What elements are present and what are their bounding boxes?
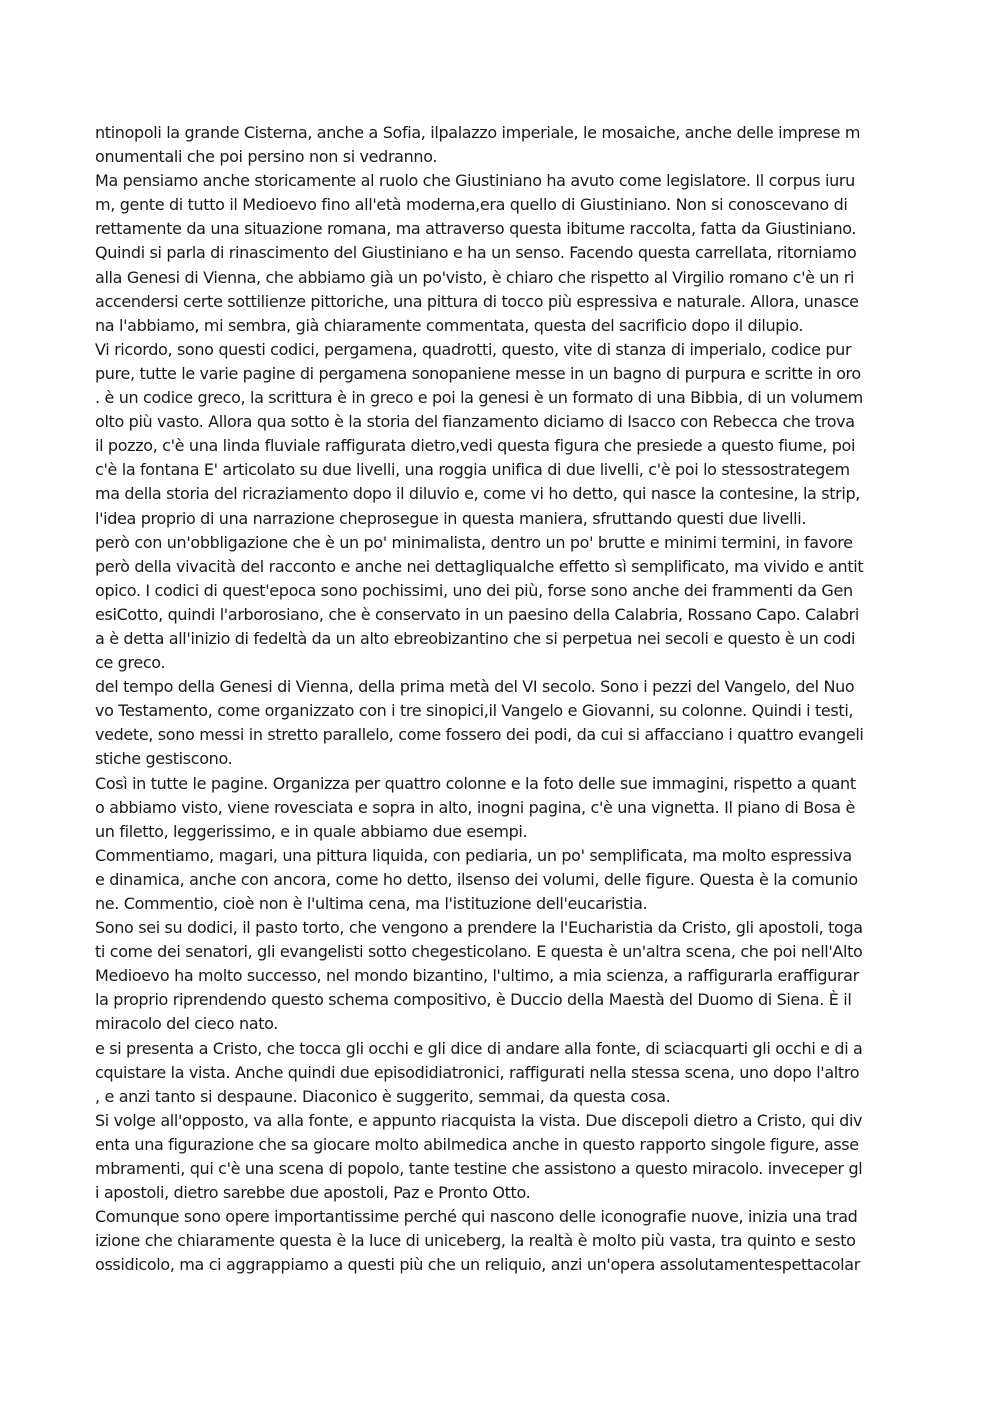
text-line: Vi ricordo, sono questi codici, pergamena, quadrotti, questo, vite di stanza di imperialo, codice pur xyxy=(95,339,852,359)
text-line: izione che chiaramente questa è la luce di uniceberg, la realtà è molto più vasta, tra quinto e sesto xyxy=(95,1231,856,1251)
text-line: pure, tutte le varie pagine di pergamena sonopaniene messe in un bagno di purpura e scritte in oro xyxy=(95,363,861,383)
text-line: , e anzi tanto si despaune. Diaconico è suggerito, semmai, da questa cosa. xyxy=(95,1086,671,1106)
body-text xyxy=(95,121,910,1278)
text-line: vo Testamento, come organizzato con i tre sinopici,il Vangelo e Giovanni, su colonne. Quindi i testi, xyxy=(95,701,854,721)
text-line: il pozzo, c'è una linda fluviale raffigurata dietro,vedi questa figura che presiede a questo fiume, poi xyxy=(95,436,856,456)
text-line: un filetto, leggerissimo, e in quale abbiamo due esempi. xyxy=(95,821,528,841)
text-line: cquistare la vista. Anche quindi due episodidiatronici, raffigurati nella stessa scena, uno dopo l'altro xyxy=(95,1062,860,1082)
text-line: Medioevo ha molto successo, nel mondo bizantino, l'ultimo, a mia scienza, a raffigurarla eraffigurar xyxy=(95,966,859,986)
text-line: esiCotto, quindi l'arborosiano, che è conservato in un paesino della Calabria, Rossano Capo. Calabri xyxy=(95,604,859,624)
text-line: miracolo del cieco nato. xyxy=(95,1014,279,1034)
text-line: però con un'obbligazione che è un po' minimalista, dentro un po' brutte e minimi termini, in favore xyxy=(95,532,853,552)
text-line: Sono sei su dodici, il pasto torto, che vengono a prendere la l'Eucharistia da Cristo, gli apostoli, toga xyxy=(95,918,863,938)
text-line: e si presenta a Cristo, che tocca gli occhi e gli dice di andare alla fonte, di sciacquarti gli occhi e di a xyxy=(95,1038,863,1058)
text-line: alla Genesi di Vienna, che abbiamo già un po'visto, è chiaro che rispetto al Virgilio romano c'è un ri xyxy=(95,267,855,287)
text-line: Si volge all'opposto, va alla fonte, e appunto riacquista la vista. Due discepoli dietro a Cristo, qui div xyxy=(95,1110,863,1130)
text-line: accendersi certe sottilienze pittoriche, una pittura di tocco più espressiva e naturale. Allora, unasce xyxy=(95,291,859,311)
text-line: o abbiamo visto, viene rovesciata e sopra in alto, inogni pagina, c'è una vignetta. Il piano di Bosa è xyxy=(95,797,855,817)
text-line: Commentiamo, magari, una pittura liquida, con pediaria, un po' semplificata, ma molto espressiva xyxy=(95,845,852,865)
text-line: Quindi si parla di rinascimento del Giustiniano e ha un senso. Facendo questa carrellata, ritorniamo xyxy=(95,243,857,263)
text-line: mbramenti, qui c'è una scena di popolo, tante testine che assistono a questo miracolo. inveceper gl xyxy=(95,1159,863,1179)
text-line: ossidicolo, ma ci aggrappiamo a questi più che un reliquio, anzi un'opera assolutamentespettacolar xyxy=(95,1255,860,1275)
text-line: del tempo della Genesi di Vienna, della prima metà del VI secolo. Sono i pezzi del Vangelo, del Nuo xyxy=(95,677,855,697)
text-line: ti come dei senatori, gli evangelisti sotto chegesticolano. E questa è un'altra scena, che poi nell'Alto xyxy=(95,942,863,962)
text-line: a è detta all'inizio di fedeltà da un alto ebreobizantino che si perpetua nei secoli e questo è un codi xyxy=(95,628,856,648)
text-line: ntinopoli la grande Cisterna, anche a Sofia, ilpalazzo imperiale, le mosaiche, anche delle imprese m xyxy=(95,123,861,142)
text-line: na l'abbiamo, mi sembra, già chiaramente commentata, questa del sacrificio dopo il dilupio. xyxy=(95,315,804,335)
text-line: la proprio riprendendo questo schema compositivo, è Duccio della Maestà del Duomo di Siena. È il xyxy=(95,990,852,1010)
text-line: rettamente da una situazione romana, ma attraverso questa ibitume raccolta, fatta da Giustiniano. xyxy=(95,219,857,239)
text-line: olto più vasto. Allora qua sotto è la storia del fianzamento diciamo di Isacco con Rebecca che trova xyxy=(95,412,855,432)
text-line: Comunque sono opere importantissime perché qui nascono delle iconografie nuove, inizia una trad xyxy=(95,1207,858,1227)
text-line: ma della storia del ricraziamento dopo il diluvio e, come vi ho detto, qui nasce la contesine, la strip, xyxy=(95,484,861,504)
text-line: l'idea proprio di una narrazione cheprosegue in questa maniera, sfruttando questi due livelli. xyxy=(95,508,807,528)
text-line: ce greco. xyxy=(95,653,166,673)
text-line: però della vivacità del racconto e anche nei dettagliqualche effetto sì semplificato, ma vivido e antit xyxy=(95,556,864,576)
text-line: e dinamica, anche con ancora, come ho detto, ilsenso dei volumi, delle figure. Questa è la comunio xyxy=(95,869,858,889)
text-line: c'è la fontana E' articolato su due livelli, una roggia unifica di due livelli, c'è poi lo stessostrategem xyxy=(95,460,850,480)
text-line: stiche gestiscono. xyxy=(95,749,233,769)
text-line: onumentali che poi persino non si vedranno. xyxy=(95,147,438,167)
text-line: . è un codice greco, la scrittura è in greco e poi la genesi è un formato di una Bibbia, di un volumem xyxy=(95,388,863,408)
text-line: Così in tutte le pagine. Organizza per quattro colonne e la foto delle sue immagini, rispetto a quant xyxy=(95,773,856,793)
text-line: m, gente di tutto il Medioevo fino all'età moderna,era quello di Giustiniano. Non si conoscevano di xyxy=(95,195,848,215)
text-line: i apostoli, dietro sarebbe due apostoli, Paz e Pronto Otto. xyxy=(95,1183,531,1203)
text-line: Ma pensiamo anche storicamente al ruolo che Giustiniano ha avuto come legislatore. Il corpus iuru xyxy=(95,171,855,191)
text-line: opico. I codici di quest'epoca sono pochissimi, uno dei più, forse sono anche dei frammenti da Gen xyxy=(95,580,853,600)
text-line: enta una figurazione che sa giocare molto abilmedica anche in questo rapporto singole figure, asse xyxy=(95,1134,859,1154)
text-line: vedete, sono messi in stretto parallelo, come fossero dei podi, da cui si affacciano i quattro evangeli xyxy=(95,725,864,745)
text-line: ne. Commentio, cioè non è l'ultima cena, ma l'istituzione dell'eucaristia. xyxy=(95,894,648,913)
